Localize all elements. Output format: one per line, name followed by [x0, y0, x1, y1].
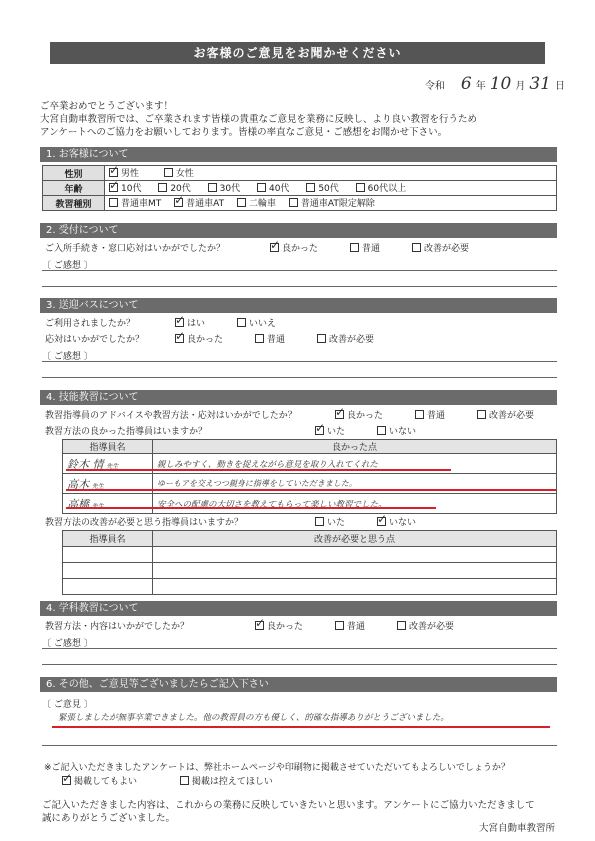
course-at-checkbox[interactable]	[174, 198, 183, 207]
reception-question-row	[45, 241, 491, 254]
head-improve-points: 改善が必要と思う点	[153, 531, 557, 547]
option-label: 普通	[427, 411, 446, 421]
improve-instructor-no-checkbox[interactable]	[377, 517, 386, 526]
option-label: 普通	[362, 244, 381, 254]
date-line	[425, 74, 565, 94]
option-label: いた	[327, 518, 346, 528]
other-comment-text[interactable]: 緊張しましたが無事卒業できました。他の教習員の方も優しく、的確な指導ありがとうございました。	[58, 713, 449, 723]
option-label: 40代	[268, 184, 290, 194]
consent-deny-checkbox[interactable]	[180, 776, 189, 785]
instructor-advice-question: 教習指導員のアドバイスや教習方法・応対はいかがでしたか？	[45, 411, 297, 421]
improve-instructor-yes-checkbox[interactable]	[315, 517, 324, 526]
red-underline	[66, 469, 451, 471]
comment-line[interactable]	[42, 377, 557, 378]
option-label: 普通	[267, 335, 286, 345]
comment-line[interactable]	[42, 745, 557, 746]
course-mt-checkbox[interactable]	[109, 198, 118, 207]
option-label: 良かった	[187, 335, 224, 345]
option-label: いいえ	[249, 319, 277, 329]
age-40s-checkbox[interactable]	[257, 183, 266, 192]
bus-improve-checkbox[interactable]	[317, 334, 326, 343]
bus-yes-checkbox[interactable]	[175, 318, 184, 327]
option-label: 男性	[121, 169, 140, 179]
option-label: 60代以上	[367, 184, 407, 194]
classroom-question: 教習方法・内容はいかがでしたか？	[45, 622, 190, 632]
instructor-advice-row	[45, 408, 534, 421]
option-label: 30代	[219, 184, 241, 194]
consent-question: ※ご記入いただきましたアンケートは、弊社ホームページや印刷物に掲載させていただいてもよろしいでしょうか？	[44, 763, 510, 773]
section-6-header: 6. その他、ご意見等ございましたらご記入下さい	[40, 677, 557, 692]
section-1-header: 1. お客様について	[40, 147, 557, 162]
option-label: 普通	[347, 622, 366, 632]
bus-good-checkbox[interactable]	[175, 334, 184, 343]
classroom-row	[45, 619, 476, 632]
option-label: 普通車MT	[121, 199, 162, 209]
closing-line: ご記入いただきました内容は、これからの業務に反映していきたいと思います。アンケートにご協力いただきまして	[42, 800, 535, 811]
head-good-points: 良かった点	[153, 440, 557, 454]
option-label: 10代	[121, 184, 142, 194]
instructor-comment[interactable]: ゆーもアを交えつつ親身に指導をしていただきました。	[157, 479, 357, 488]
instructor-name[interactable]: 鈴木 情	[67, 457, 104, 471]
improve-comment-cell[interactable]	[153, 547, 557, 563]
instructor-honorific: 先生	[91, 482, 104, 490]
era-label: 令和	[424, 81, 445, 92]
age-50s-checkbox[interactable]	[306, 183, 315, 192]
course-motorcycle-checkbox[interactable]	[237, 198, 246, 207]
reception-question: ご入所手続き・窓口応対はいかがでしたか？	[45, 244, 226, 254]
classroom-good-checkbox[interactable]	[255, 621, 264, 630]
good-instructor-question: 教習方法の良かった指導員はいますか？	[45, 427, 208, 437]
option-label: 良かった	[267, 622, 304, 632]
classroom-normal-checkbox[interactable]	[335, 621, 344, 630]
improve-comment-cell[interactable]	[153, 579, 557, 595]
intro-line: 大宮自動車教習所では、ご卒業されます皆様の貴重なご意見を業務に反映し、より良い教習を行うため	[40, 114, 478, 125]
course-label: 教習種別	[43, 196, 105, 211]
improve-instructor-question: 教習方法の改善が必要と思う指導員はいますか？	[45, 518, 244, 528]
good-instructor-no-checkbox[interactable]	[377, 426, 386, 435]
gender-female-checkbox[interactable]	[164, 168, 173, 177]
instructor-name-cell[interactable]	[63, 563, 153, 579]
section-3-header: 3. 送迎バスについて	[40, 298, 557, 313]
head-instructor-name: 指導員名	[63, 531, 153, 547]
option-label: 改善が必要	[489, 411, 535, 421]
comment-line[interactable]	[42, 270, 557, 271]
gender-male-checkbox[interactable]	[109, 168, 118, 177]
good-instructor-table	[62, 439, 557, 514]
option-label: 掲載は控えてほしい	[191, 777, 273, 787]
other-comment-label: 〔 ご意見 〕	[42, 700, 93, 710]
bus-use-question: ご利用されましたか？	[45, 319, 136, 329]
option-label: 良かった	[282, 244, 319, 254]
option-label: 50代	[318, 184, 339, 194]
improve-instructor-row	[45, 515, 438, 528]
day-value[interactable]: 31	[529, 74, 551, 94]
table-row	[63, 563, 557, 579]
advice-good-checkbox[interactable]	[335, 410, 344, 419]
instructor-comment[interactable]: 安全への配慮の大切さを教えてもらって楽しい教習でした。	[157, 499, 387, 510]
option-label: 女性	[175, 169, 194, 179]
option-label: 二輪車	[248, 199, 276, 209]
option-label: 普通車AT	[186, 199, 225, 209]
section-4-header: 4. 技能教習について	[40, 390, 557, 405]
option-label: 20代	[170, 184, 191, 194]
age-label: 年齢	[43, 181, 105, 196]
comment-line[interactable]	[42, 664, 557, 665]
year-label: 年	[475, 81, 486, 92]
table-row	[63, 547, 557, 563]
reception-comment-label: 〔 ご感想 〕	[42, 261, 93, 271]
option-label: いない	[389, 427, 417, 437]
instructor-comment[interactable]: 親しみやすく、動きを捉えながら意見を取り入れてくれた	[157, 459, 378, 470]
bus-service-row	[45, 332, 396, 345]
comment-line[interactable]	[42, 286, 557, 287]
reception-good-checkbox[interactable]	[270, 243, 279, 252]
instructor-name-cell[interactable]	[63, 547, 153, 563]
table-row	[63, 579, 557, 595]
closing-line: 誠にありがとうございました。	[42, 813, 176, 824]
gender-label: 性別	[43, 166, 105, 181]
closing-message	[42, 799, 535, 825]
instructor-honorific: 先生	[91, 502, 104, 510]
intro-line: アンケートへのご協力をお願いしております。皆様の率直なご意見・ご感想をお聞かせ下さい。	[40, 127, 448, 138]
month-label: 月	[515, 81, 526, 92]
bus-use-row	[45, 316, 298, 329]
instructor-honorific: 先生	[106, 462, 119, 470]
age-20s-checkbox[interactable]	[158, 183, 167, 192]
comment-line[interactable]	[42, 361, 557, 362]
section-5-header: 4. 学科教習について	[40, 601, 557, 616]
company-name: 大宮自動車教習所	[478, 823, 555, 834]
classroom-improve-checkbox[interactable]	[397, 621, 406, 630]
option-label: 良かった	[347, 411, 384, 421]
comment-line[interactable]	[42, 648, 557, 649]
red-underline	[66, 489, 556, 491]
advice-normal-checkbox[interactable]	[415, 410, 424, 419]
red-underline	[52, 726, 550, 728]
reception-normal-checkbox[interactable]	[350, 243, 359, 252]
consent-options	[62, 774, 295, 788]
bus-service-question: 応対はいかがでしたか？	[45, 335, 145, 345]
good-instructor-row	[45, 424, 438, 437]
course-at-release-checkbox[interactable]	[289, 198, 298, 207]
section-2-header: 2. 受付について	[40, 223, 557, 238]
bus-normal-checkbox[interactable]	[255, 334, 264, 343]
customer-info-table	[42, 165, 557, 211]
age-10s-checkbox[interactable]	[109, 183, 118, 192]
intro-text	[40, 100, 560, 139]
consent-allow-checkbox[interactable]	[62, 776, 71, 785]
form-title: お客様のご意見をお聞かせください	[50, 42, 545, 64]
option-label: 改善が必要	[329, 335, 375, 345]
month-value[interactable]: 10	[489, 74, 512, 94]
good-instructor-yes-checkbox[interactable]	[315, 426, 324, 435]
age-60s-checkbox[interactable]	[356, 183, 365, 192]
age-30s-checkbox[interactable]	[208, 183, 217, 192]
classroom-comment-label: 〔 ご感想 〕	[42, 639, 93, 649]
head-instructor-name: 指導員名	[63, 440, 153, 454]
improve-comment-cell[interactable]	[153, 563, 557, 579]
option-label: いた	[327, 427, 346, 437]
option-label: はい	[187, 319, 206, 329]
table-row	[63, 494, 557, 514]
instructor-name-cell[interactable]	[63, 579, 153, 595]
instructor-name[interactable]: 高橋	[67, 497, 89, 511]
option-label: 改善が必要	[424, 244, 470, 254]
improve-instructor-table	[62, 530, 557, 595]
year-value[interactable]: 6	[460, 74, 472, 94]
bus-comment-label: 〔 ご感想 〕	[42, 352, 93, 362]
red-underline	[66, 507, 436, 509]
advice-improve-checkbox[interactable]	[477, 410, 486, 419]
option-label: 改善が必要	[409, 622, 455, 632]
instructor-name[interactable]: 高木	[67, 477, 89, 491]
day-label: 日	[555, 81, 565, 92]
option-label: 掲載してもよい	[74, 777, 138, 787]
bus-no-checkbox[interactable]	[237, 318, 246, 327]
reception-improve-checkbox[interactable]	[412, 243, 421, 252]
option-label: 普通車AT限定解除	[300, 199, 375, 209]
intro-line: ご卒業おめでとうございます！	[40, 101, 174, 112]
option-label: いない	[389, 518, 417, 528]
